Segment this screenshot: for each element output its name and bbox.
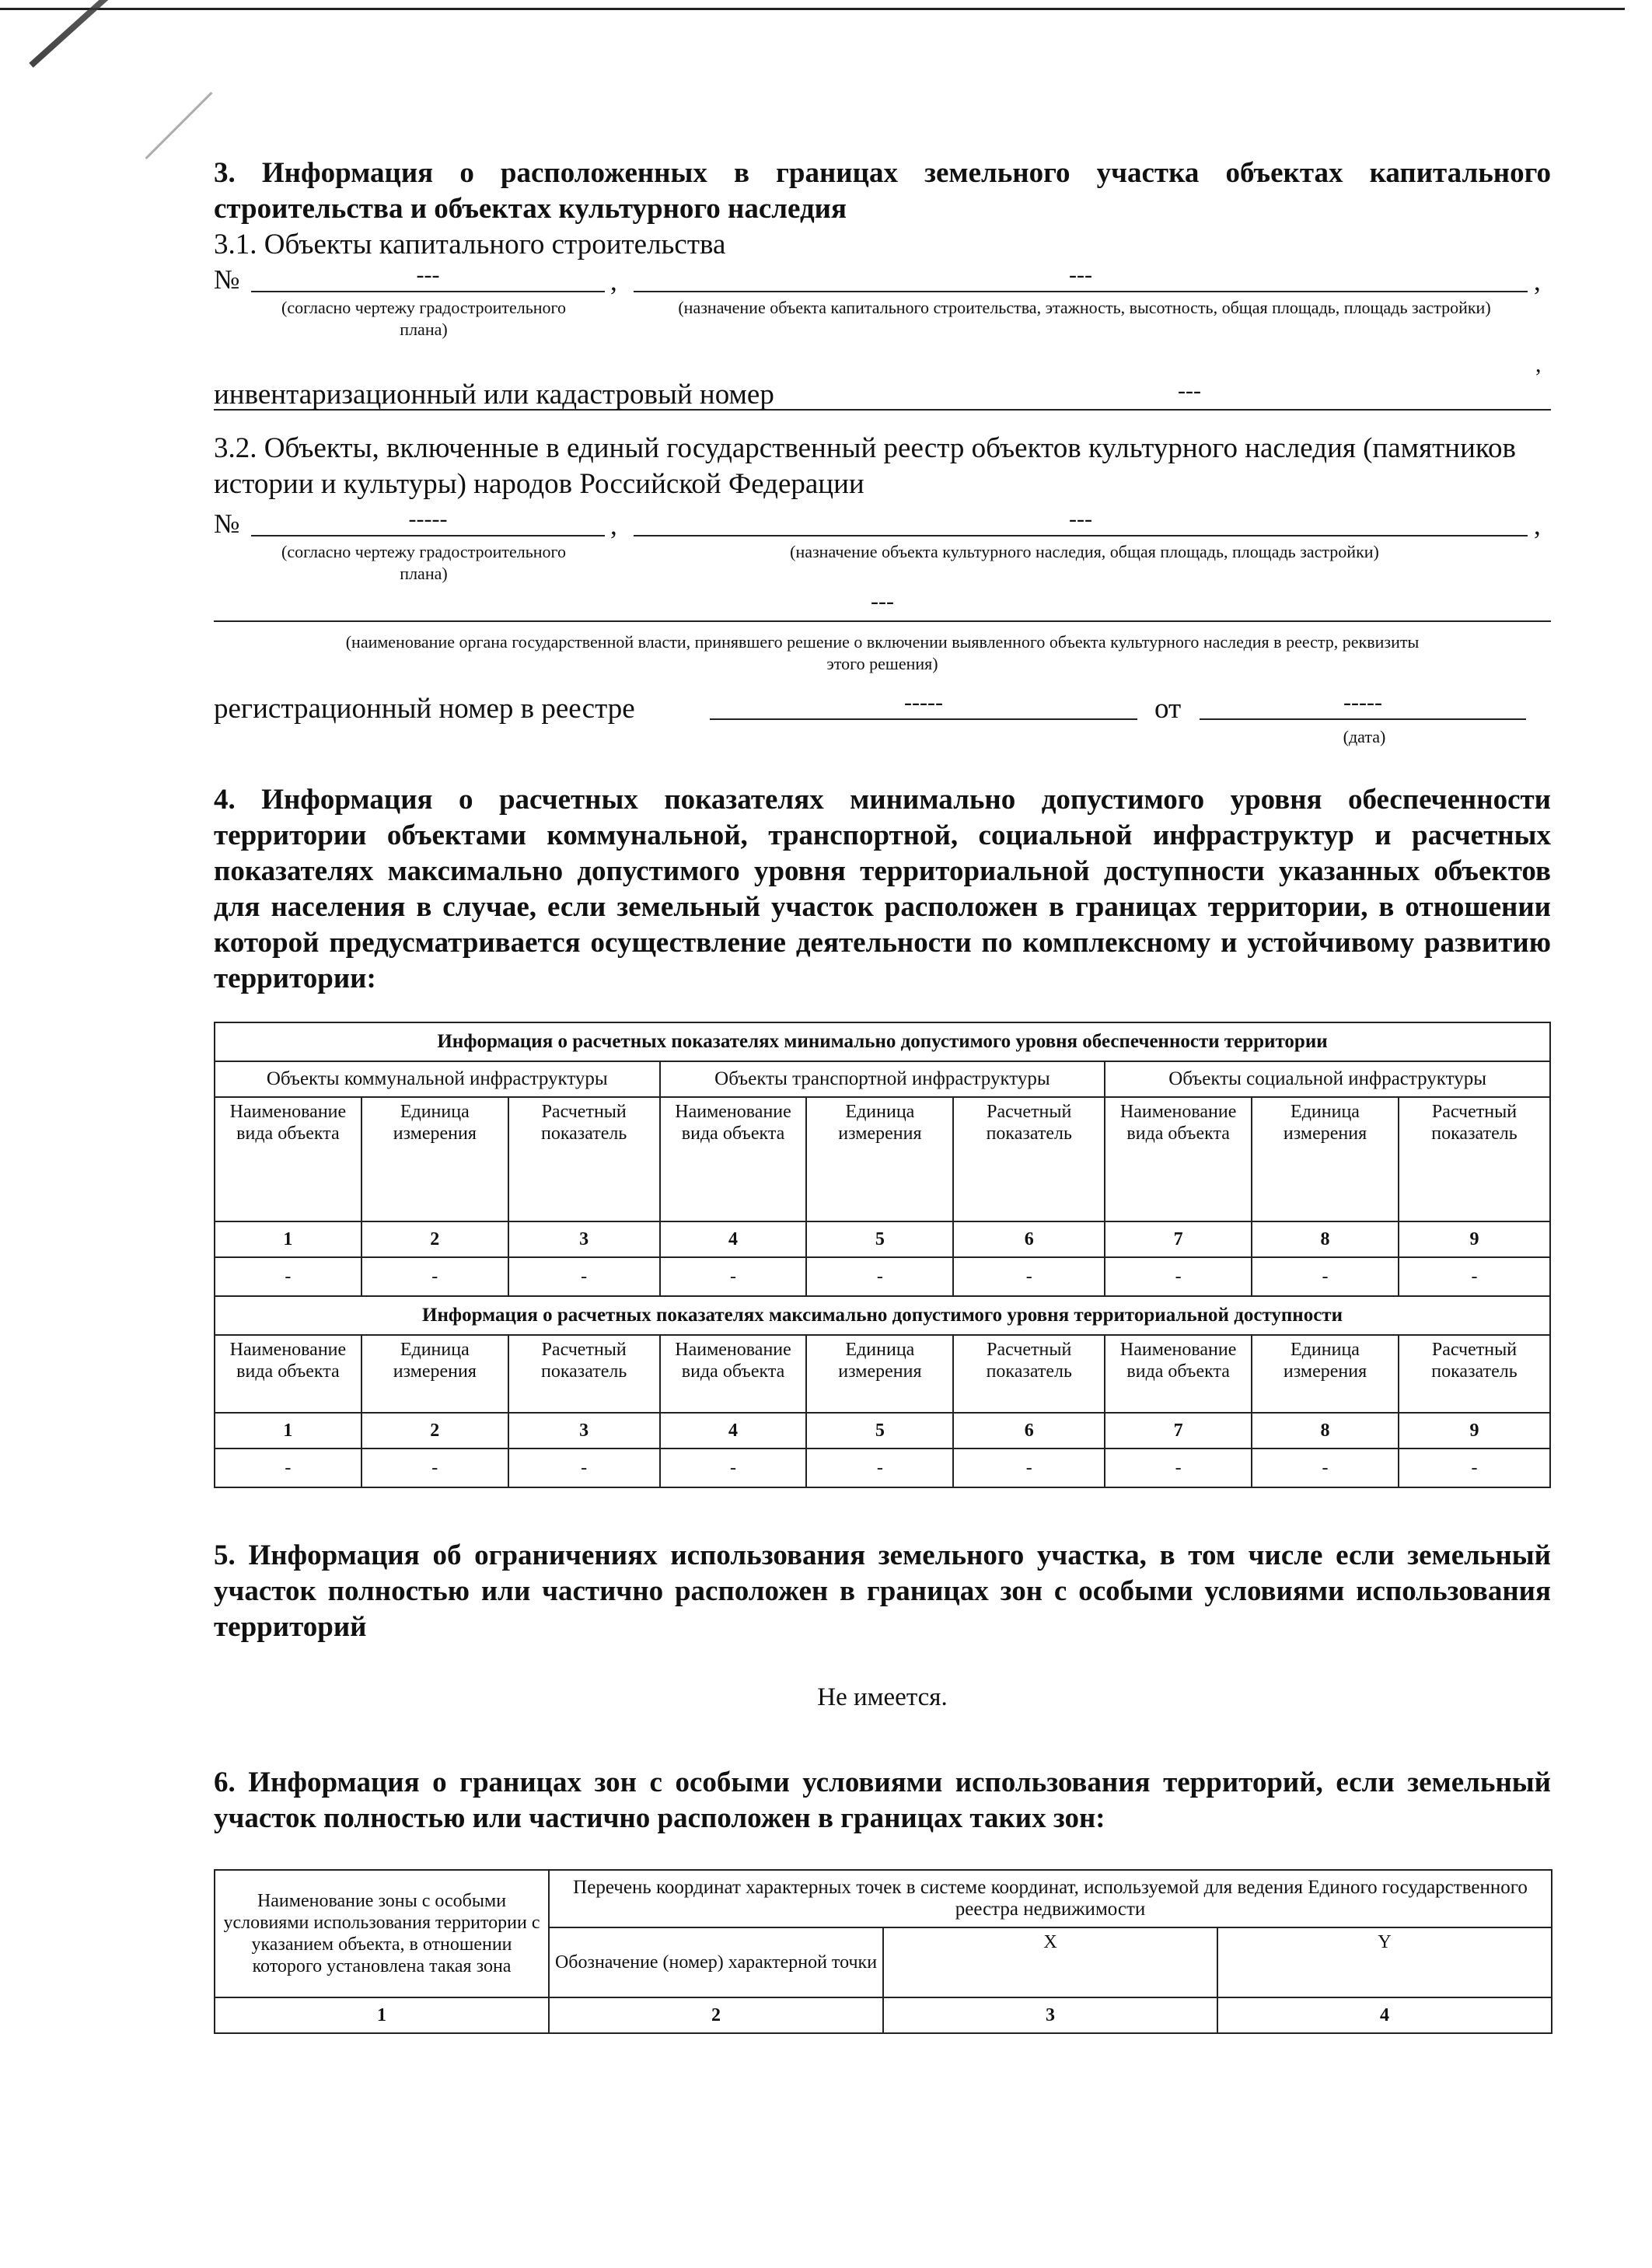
col-unit: Единица измерения — [806, 1097, 953, 1221]
col-coordinates: Перечень координат характерных точек в системе координат, используемой для ведения Единого государственного реестра недвижимости — [549, 1870, 1552, 1927]
col-point-number: Обозначение (номер) характерной точки — [549, 1927, 883, 1997]
authority-field: --- — [214, 589, 1551, 622]
col-number: 6 — [953, 1221, 1105, 1257]
date-value: ----- — [1200, 690, 1526, 720]
table-cell: - — [508, 1449, 660, 1487]
comma: , — [1535, 351, 1542, 377]
table-cell: - — [1105, 1449, 1252, 1487]
table-cell: - — [1252, 1449, 1399, 1487]
table-cell: - — [1399, 1449, 1550, 1487]
scan-artifact-stroke-thin — [145, 92, 213, 159]
table-title-min: Информация о расчетных показателях минимально допустимого уровня обеспеченности территории — [215, 1022, 1550, 1061]
group-communal: Объекты коммунальной инфраструктуры — [215, 1061, 660, 1097]
col-number: 5 — [806, 1221, 953, 1257]
col-name: Наименование вида объекта — [215, 1335, 361, 1413]
col-number: 1 — [215, 1221, 361, 1257]
s32-number-field: ----- — [251, 507, 605, 536]
comma: , — [610, 510, 617, 540]
col-name: Наименование вида объекта — [1105, 1097, 1252, 1221]
col-number: 2 — [361, 1221, 508, 1257]
s31-purpose-field: --- — [634, 263, 1528, 292]
col-number: 3 — [508, 1221, 660, 1257]
inventory-row — [214, 351, 1551, 411]
number-sign: № — [214, 264, 240, 295]
section-3-2-title: 3.2. Объекты, включенные в единый государственный реестр объектов культурного наследия (памятников истории и культуры) народов Российской Федерации — [214, 432, 1516, 500]
col-number: 2 — [549, 1997, 883, 2033]
col-number: 9 — [1399, 1221, 1550, 1257]
registration-value: ----- — [710, 690, 1137, 720]
col-unit: Единица измерения — [361, 1335, 508, 1413]
col-y: Y — [1217, 1927, 1552, 1997]
section-3-1-title: 3.1. Объекты капитального строительства — [214, 229, 726, 260]
col-value: Расчетный показатель — [1399, 1335, 1550, 1413]
col-value: Расчетный показатель — [508, 1097, 660, 1221]
inventory-label: инвентаризационный или кадастровый номер — [214, 379, 774, 411]
table-cell: - — [806, 1449, 953, 1487]
caption-heritage-purpose: (назначение объекта культурного наследия, общая площадь, площадь застройки) — [790, 542, 1379, 561]
table-cell: - — [215, 1257, 361, 1296]
caption-number: (согласно чертежу градостроительного плана) — [281, 298, 566, 339]
table-cell: - — [660, 1257, 807, 1296]
table-cell: - — [361, 1449, 508, 1487]
table-cell: - — [806, 1257, 953, 1296]
col-name: Наименование вида объекта — [215, 1097, 361, 1221]
s31-number-field: --- — [251, 263, 605, 292]
caption-purpose: (назначение объекта капитального строительства, этажность, высотность, общая площадь, площадь застройки) — [678, 298, 1491, 317]
comma: , — [1534, 266, 1541, 296]
section-6-table — [214, 1869, 1552, 2034]
col-number: 2 — [361, 1413, 508, 1449]
caption-authority: (наименование органа государственной власти, принявшего решение о включении выявленного объекта культурного наследия в реестр, реквизиты этого решения) — [345, 632, 1420, 673]
col-number: 3 — [508, 1413, 660, 1449]
inventory-value: --- — [1178, 378, 1201, 404]
col-x: X — [883, 1927, 1217, 1997]
section-3-heading: 3. Информация о расположенных в границах земельного участка объектах капитального строительства и объектах культурного наследия — [214, 157, 1551, 225]
authority-row — [214, 589, 1551, 625]
table-cell: - — [508, 1257, 660, 1296]
col-number: 6 — [953, 1413, 1105, 1449]
col-number: 1 — [215, 1413, 361, 1449]
col-number: 8 — [1252, 1413, 1399, 1449]
scan-artifact-stroke — [29, 0, 183, 68]
section-3-2-fields — [214, 507, 1551, 541]
table-cell: - — [361, 1257, 508, 1296]
registration-row — [214, 686, 1551, 726]
col-value: Расчетный показатель — [1399, 1097, 1550, 1221]
section-6-heading: 6. Информация о границах зон с особыми условиями использования территорий, если земельный участок полностью или частично расположен в границах таких зон: — [214, 1767, 1551, 1834]
caption-number: (согласно чертежу градостроительного плана) — [281, 542, 566, 583]
col-number: 3 — [883, 1997, 1217, 2033]
group-transport: Объекты транспортной инфраструктуры — [660, 1061, 1105, 1097]
col-number: 4 — [660, 1413, 807, 1449]
section-3-1-captions — [214, 297, 1551, 345]
section-4-heading: 4. Информация о расчетных показателях минимально допустимого уровня обеспеченности территории объектами коммунальной, транспортной, социальной инфраструктур и расчетных показателях максимально допустимого уровня территориальной доступности указанных объектов для населения в случае, если земельный участок расположен в границах территории, в отношении которой предусматривается осуществление деятельности по комплексному и устойчивому развитию территории: — [214, 784, 1551, 994]
col-number: 8 — [1252, 1221, 1399, 1257]
col-value: Расчетный показатель — [953, 1335, 1105, 1413]
col-unit: Единица измерения — [361, 1097, 508, 1221]
table-cell: - — [215, 1449, 361, 1487]
col-name: Наименование вида объекта — [1105, 1335, 1252, 1413]
table-title-max: Информация о расчетных показателях максимально допустимого уровня территориальной доступности — [215, 1296, 1550, 1335]
comma: , — [1534, 510, 1541, 540]
col-name: Наименование вида объекта — [660, 1097, 807, 1221]
comma: , — [610, 266, 617, 296]
group-social: Объекты социальной инфраструктуры — [1105, 1061, 1550, 1097]
section-5-value: Не имеется. — [817, 1683, 948, 1711]
col-value: Расчетный показатель — [508, 1335, 660, 1413]
col-zone-name: Наименование зоны с особыми условиями использования территории с указанием объекта, в отношении которого установлена такая зона — [215, 1870, 549, 1997]
section-5-heading: 5. Информация об ограничениях использования земельного участка, в том числе если земельный участок полностью или частично расположен в границах зон с особыми условиями использования территорий — [214, 1539, 1551, 1643]
section-3-1-fields — [214, 263, 1551, 297]
table-cell: - — [1252, 1257, 1399, 1296]
col-name: Наименование вида объекта — [660, 1335, 807, 1413]
scan-top-border — [0, 8, 1625, 10]
col-number: 9 — [1399, 1413, 1550, 1449]
col-value: Расчетный показатель — [953, 1097, 1105, 1221]
table-cell: - — [1399, 1257, 1550, 1296]
table-cell: - — [953, 1257, 1105, 1296]
col-number: 7 — [1105, 1221, 1252, 1257]
section-4-table — [214, 1022, 1551, 1488]
caption-date: (дата) — [1343, 727, 1386, 746]
table-cell: - — [953, 1449, 1105, 1487]
table-cell: - — [1105, 1257, 1252, 1296]
section-3-2-captions — [214, 541, 1551, 589]
col-number: 1 — [215, 1997, 549, 2033]
col-number: 4 — [660, 1221, 807, 1257]
number-sign: № — [214, 508, 240, 539]
registration-label: регистрационный номер в реестре — [214, 693, 635, 725]
s32-purpose-field: --- — [634, 507, 1528, 536]
col-number: 4 — [1217, 1997, 1552, 2033]
from-label: от — [1154, 693, 1182, 725]
col-unit: Единица измерения — [1252, 1097, 1399, 1221]
col-number: 7 — [1105, 1413, 1252, 1449]
document-content — [214, 156, 1551, 2034]
col-unit: Единица измерения — [806, 1335, 953, 1413]
table-cell: - — [660, 1449, 807, 1487]
col-number: 5 — [806, 1413, 953, 1449]
col-unit: Единица измерения — [1252, 1335, 1399, 1413]
